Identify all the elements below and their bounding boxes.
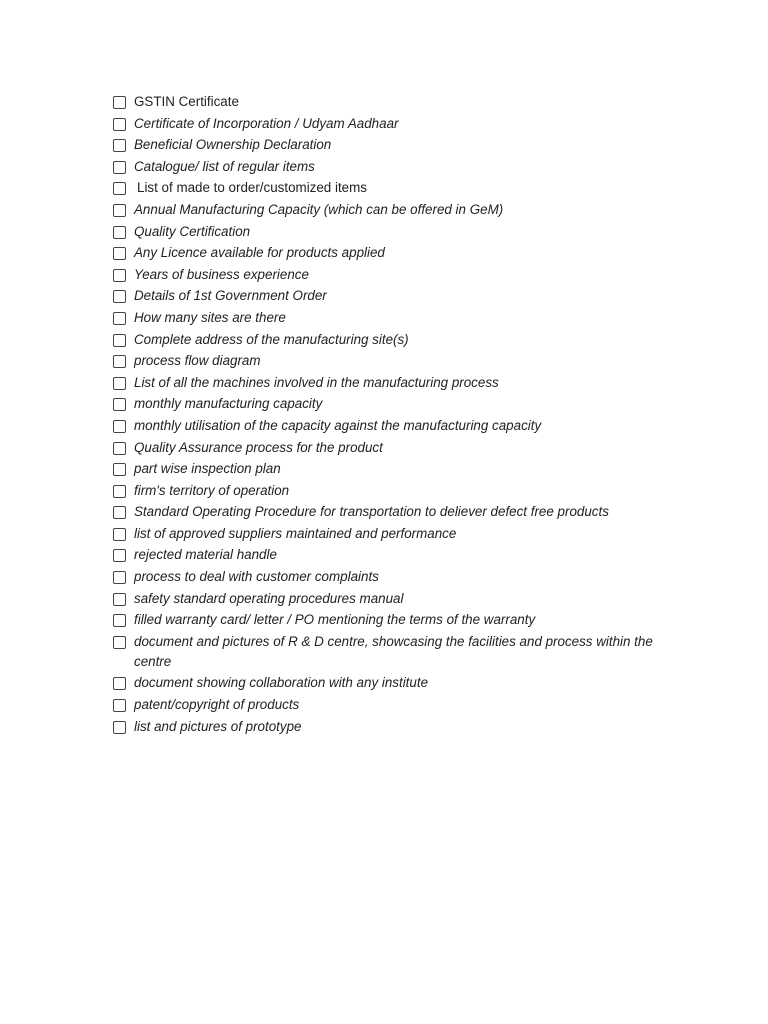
checkbox[interactable] — [113, 226, 126, 239]
checklist-item-label: rejected material handle — [134, 547, 277, 563]
checklist-item-label: patent/copyright of products — [134, 697, 300, 713]
checkbox[interactable] — [113, 118, 126, 131]
checklist-item — [113, 394, 673, 416]
checklist-item-label: firm's territory of operation — [134, 482, 290, 498]
checklist-item-label: part wise inspection plan — [134, 461, 281, 477]
checkbox[interactable] — [113, 699, 126, 712]
checkbox[interactable] — [113, 677, 126, 690]
checklist-item — [113, 222, 673, 244]
checklist-item — [113, 438, 673, 460]
checklist-item — [113, 416, 673, 438]
checkbox[interactable] — [113, 420, 126, 433]
checklist-item-label: Beneficial Ownership Declaration — [134, 137, 332, 153]
checklist-item-label: process flow diagram — [134, 353, 261, 369]
checklist-item — [113, 265, 673, 287]
checklist-item-label: Details of 1st Government Order — [134, 288, 327, 304]
checklist-item-label: How many sites are there — [134, 309, 286, 325]
checklist-item-label: monthly manufacturing capacity — [134, 396, 323, 412]
checklist-item-label: safety standard operating procedures manual — [134, 590, 404, 606]
checklist-item-label: document and pictures of R & D centre, showcasing the facilities and process within the centre — [134, 633, 653, 669]
checklist-item-label: Years of business experience — [134, 266, 309, 282]
checklist-item-label: Quality Certification — [134, 223, 251, 239]
checkbox[interactable] — [113, 528, 126, 541]
checklist-item — [113, 524, 673, 546]
checklist-item-label: Certificate of Incorporation / Udyam Aadhaar — [134, 115, 399, 131]
checklist-item — [113, 481, 673, 503]
checklist-item — [113, 589, 673, 611]
checkbox[interactable] — [113, 334, 126, 347]
checklist-item-label: GSTIN Certificate — [134, 94, 239, 109]
checklist-item — [113, 92, 673, 114]
checkbox[interactable] — [113, 377, 126, 390]
checkbox[interactable] — [113, 721, 126, 734]
checkbox[interactable] — [113, 398, 126, 411]
checklist-item-label: list and pictures of prototype — [134, 718, 302, 734]
checklist-item — [113, 351, 673, 373]
checklist-item-label: Catalogue/ list of regular items — [134, 158, 315, 174]
checklist-item — [113, 308, 673, 330]
checkbox[interactable] — [113, 290, 126, 303]
checklist-item — [113, 200, 673, 222]
checklist-item — [113, 178, 673, 200]
checklist-item — [113, 373, 673, 395]
checklist-item — [113, 502, 673, 524]
checklist-item — [113, 610, 673, 632]
checkbox[interactable] — [113, 506, 126, 519]
checkbox[interactable] — [113, 485, 126, 498]
checkbox[interactable] — [113, 182, 126, 195]
checklist-item — [113, 459, 673, 481]
checklist-item — [113, 243, 673, 265]
checklist-item — [113, 330, 673, 352]
checklist-item — [113, 695, 673, 717]
checklist-item — [113, 545, 673, 567]
checklist-item-label: Standard Operating Procedure for transportation to deliever defect free products — [134, 504, 609, 520]
checkbox[interactable] — [113, 614, 126, 627]
checklist-item-label: process to deal with customer complaints — [134, 569, 379, 585]
checklist-item-label: document showing collaboration with any institute — [134, 675, 429, 691]
checkbox[interactable] — [113, 549, 126, 562]
checklist-item-label: List of made to order/customized items — [137, 180, 367, 196]
checkbox[interactable] — [113, 636, 126, 649]
document-checklist — [113, 92, 673, 738]
checkbox[interactable] — [113, 247, 126, 260]
checkbox[interactable] — [113, 139, 126, 152]
checkbox[interactable] — [113, 593, 126, 606]
checklist-item-label: List of all the machines involved in the manufacturing process — [134, 374, 499, 390]
checkbox[interactable] — [113, 96, 126, 109]
checkbox[interactable] — [113, 463, 126, 476]
checklist-item — [113, 717, 673, 739]
checkbox[interactable] — [113, 571, 126, 584]
checkbox[interactable] — [113, 312, 126, 325]
checklist-item — [113, 632, 673, 674]
checkbox[interactable] — [113, 442, 126, 455]
checklist-item — [113, 135, 673, 157]
checkbox[interactable] — [113, 355, 126, 368]
checklist-item-label: monthly utilisation of the capacity against the manufacturing capacity — [134, 417, 542, 433]
checklist-item — [113, 114, 673, 136]
checklist-item-label: Any Licence available for products applied — [134, 245, 385, 261]
checklist-item-label: Complete address of the manufacturing site(s) — [134, 331, 409, 347]
checklist-item-label: filled warranty card/ letter / PO mentioning the terms of the warranty — [134, 612, 536, 628]
checklist-item — [113, 157, 673, 179]
checklist-item — [113, 673, 673, 695]
checklist-item — [113, 286, 673, 308]
checklist-item-label: list of approved suppliers maintained and performance — [134, 525, 457, 541]
checkbox[interactable] — [113, 161, 126, 174]
checkbox[interactable] — [113, 269, 126, 282]
checkbox[interactable] — [113, 204, 126, 217]
checklist-item — [113, 567, 673, 589]
checklist-item-label: Quality Assurance process for the product — [134, 439, 383, 455]
checklist-item-label: Annual Manufacturing Capacity (which can be offered in GeM) — [134, 201, 504, 217]
